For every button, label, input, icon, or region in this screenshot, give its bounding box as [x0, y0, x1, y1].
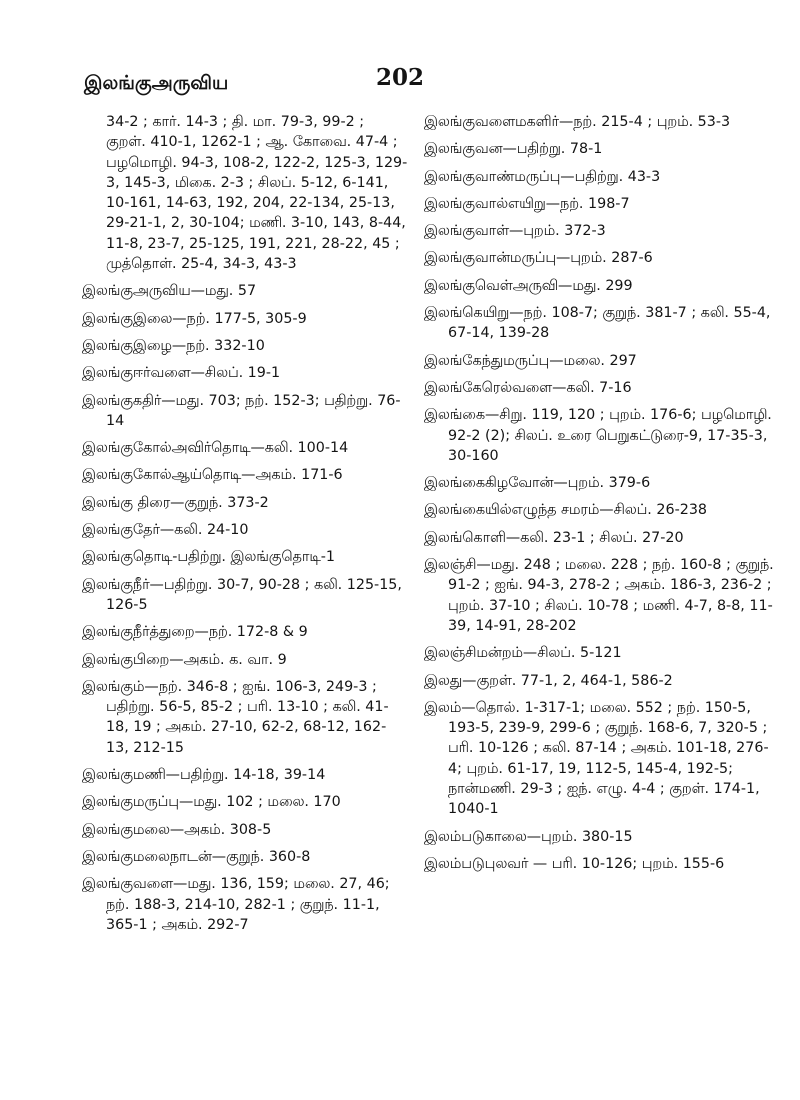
index-entry [82, 112, 408, 274]
entry-text: இலங்கும்—நற். 346-8 ; ஐங். 106-3, 249-3 ; பதிற்று. 56-5, 85-2 ; பரி. 13-10 ; கலி. 41-18, 19 ; அகம். 27-10, 62-2, 68-12, 162-13, 212-15 [82, 678, 389, 756]
right-column [424, 112, 776, 881]
entry-text: இலங்குமலைநாடன்—குறுந். 360-8 [82, 848, 311, 865]
entry-text: இலங்குஈர்வளை—சிலப். 19-1 [82, 365, 281, 382]
left-column [82, 112, 408, 942]
index-entry [424, 528, 776, 548]
index-entry [82, 622, 408, 642]
index-entry [82, 792, 408, 812]
running-head: இலங்குஅருவிய [84, 72, 229, 94]
entry-text: இலங்கை—சிறு. 119, 120 ; புறம். 176-6; பழமொழி. 92-2 (2); சிலப். உரை பெறுகட்டுரை-9, 17-35-3, 30-160 [424, 407, 772, 464]
entry-text: இலங்குவாள்—புறம். 372-3 [424, 223, 606, 240]
entry-text: இலங்கு திரை—குறுந். 373-2 [82, 494, 269, 511]
entry-text: இலங்குவாண்மருப்பு—பதிற்று. 43-3 [424, 168, 661, 185]
index-entry [424, 405, 776, 466]
entry-text: இலங்கெயிறு—நற். 108-7; குறுந். 381-7 ; கலி. 55-4, 67-14, 139-28 [424, 305, 771, 342]
index-entry [82, 493, 408, 513]
index-entry [424, 194, 776, 214]
index-entry [424, 698, 776, 820]
entry-text: இலங்குதேர்—கலி. 24-10 [82, 522, 249, 539]
index-entry [82, 874, 408, 935]
entry-text: இலஞ்சிமன்றம்—சிலப். 5-121 [424, 645, 622, 662]
index-entry [82, 847, 408, 867]
entry-text: இலங்குஇழை—நற். 332-10 [82, 337, 265, 354]
index-entry [424, 827, 776, 847]
entry-text: இலஞ்சி—மது. 248 ; மலை. 228 ; நற். 160-8 ; குறுந். 91-2 ; ஐங். 94-3, 278-2 ; அகம். 186-3, 236-2 ; புறம். 37-10 ; சிலப். 10-78 ; மணி. 4-7, 8-8, 11-39, 14-91, 28-202 [424, 557, 774, 634]
entry-text: இலங்குவளை—மது. 136, 159; மலை. 27, 46; நற். 188-3, 214-10, 282-1 ; குறுந். 11-1, 365-1 ; அகம். 292-7 [82, 876, 390, 933]
entry-text: இலம்படுகாலை—புறம். 380-15 [424, 828, 633, 845]
entry-text: இலங்குமணி—பதிற்று. 14-18, 39-14 [82, 767, 326, 784]
index-entry [82, 820, 408, 840]
index-entry [82, 438, 408, 458]
index-entry [424, 500, 776, 520]
entry-text: இலங்குபிறை—அகம். க. வா. 9 [82, 651, 287, 668]
page-number: 202 [375, 64, 424, 91]
index-entry [424, 221, 776, 241]
index-entry [424, 378, 776, 398]
entry-text: இலம்—தொல். 1-317-1; மலை. 552 ; நற். 150-5, 193-5, 239-9, 299-6 ; குறுந். 168-6, 7, 320-5 ; பரி. 10-126 ; கலி. 87-14 ; அகம். 101-18, 276-4; புறம். 61-17, 19, 112-5, 145-4, 192-5; நான்மணி. 29-3 ; ஐந். எழு. 4-4 ; குறள். 174-1, 1040-1 [424, 699, 769, 818]
entry-text: இலங்குவன—பதிற்று. 78-1 [424, 141, 603, 158]
entry-text: இலங்கொளி—கலி. 23-1 ; சிலப். 27-20 [424, 529, 684, 546]
entry-text: இலங்குமலை—அகம். 308-5 [82, 821, 272, 838]
index-entry [424, 473, 776, 493]
index-entry [82, 765, 408, 785]
index-entry [424, 351, 776, 371]
index-entry [424, 248, 776, 268]
index-entry [424, 112, 776, 132]
entry-text: இலங்குவெள்அருவி—மது. 299 [424, 277, 633, 294]
index-entry [424, 167, 776, 187]
entry-text: இலங்குநீர்—பதிற்று. 30-7, 90-28 ; கலி. 125-15, 126-5 [82, 576, 402, 613]
index-entry [424, 555, 776, 636]
index-entry [424, 643, 776, 663]
index-entry [82, 650, 408, 670]
index-entry [424, 276, 776, 296]
entry-text: இலம்படுபுலவர் — பரி. 10-126; புறம். 155-6 [424, 855, 725, 872]
entry-text: இலது—குறள். 77-1, 2, 464-1, 586-2 [424, 672, 673, 689]
index-entry [82, 391, 408, 432]
entry-text: இலங்குவளைமகளிர்—நற். 215-4 ; புறம். 53-3 [424, 114, 731, 130]
index-entry [82, 575, 408, 616]
entry-text: இலங்கையில்எழுந்த சமரம்—சிலப். 26-238 [424, 502, 708, 519]
index-entry [82, 547, 408, 567]
index-entry [424, 303, 776, 344]
entry-text: இலங்குமருப்பு—மது. 102 ; மலை. 170 [82, 794, 341, 811]
entry-text: இலங்கைகிழவோன்—புறம். 379-6 [424, 475, 651, 492]
index-entry [424, 854, 776, 874]
entry-text: 34-2 ; கார். 14-3 ; தி. மா. 79-3, 99-2 ; குறள். 410-1, 1262-1 ; ஆ. கோவை. 47-4 ; பழமொழி. 94-3, 108-2, 122-2, 125-3, 129-3, 145-3, மிகை. 2-3 ; சிலப். 5-12, 6-141, 10-161, 14-63, 192, 204, 22-134, 25-13, 29-21-1, 2, 30-104; மணி. 3-10, 143, 8-44, 11-8, 23-7, 25-125, 191, 221, 28-22, 45 ; முத்தொள். 25-4, 34-3, 43-3 [106, 114, 408, 273]
entry-text: இலங்குவால்எயிறு—நற். 198-7 [424, 195, 630, 212]
index-entry [82, 520, 408, 540]
entry-text: இலங்குகதிர்—மது. 703; நற். 152-3; பதிற்று. 76-14 [82, 392, 401, 429]
index-entry [424, 139, 776, 159]
index-entry [82, 281, 408, 301]
index-entry [82, 336, 408, 356]
entry-text: இலங்கேரெல்வளை—கலி. 7-16 [424, 379, 632, 396]
entry-text: இலங்குஅருவிய—மது. 57 [82, 283, 257, 300]
entry-text: இலங்கேந்துமருப்பு—மலை. 297 [424, 352, 637, 369]
entry-text: இலங்குகோல்அவிர்தொடி—கலி. 100-14 [82, 440, 349, 457]
index-entry [82, 677, 408, 758]
entry-text: இலங்குஇலை—நற். 177-5, 305-9 [82, 310, 307, 327]
entry-text: இலங்குகோல்ஆய்தொடி—அகம். 171-6 [82, 467, 343, 484]
index-entry [82, 309, 408, 329]
index-entry [424, 671, 776, 691]
index-entry [82, 363, 408, 383]
entry-text: இலங்குதொடி-பதிற்று. இலங்குதொடி-1 [82, 549, 335, 566]
entry-text: இலங்குவான்மருப்பு—புறம். 287-6 [424, 250, 653, 267]
entry-text: இலங்குநீர்த்துறை—நற். 172-8 & 9 [82, 624, 308, 641]
index-entry [82, 465, 408, 485]
